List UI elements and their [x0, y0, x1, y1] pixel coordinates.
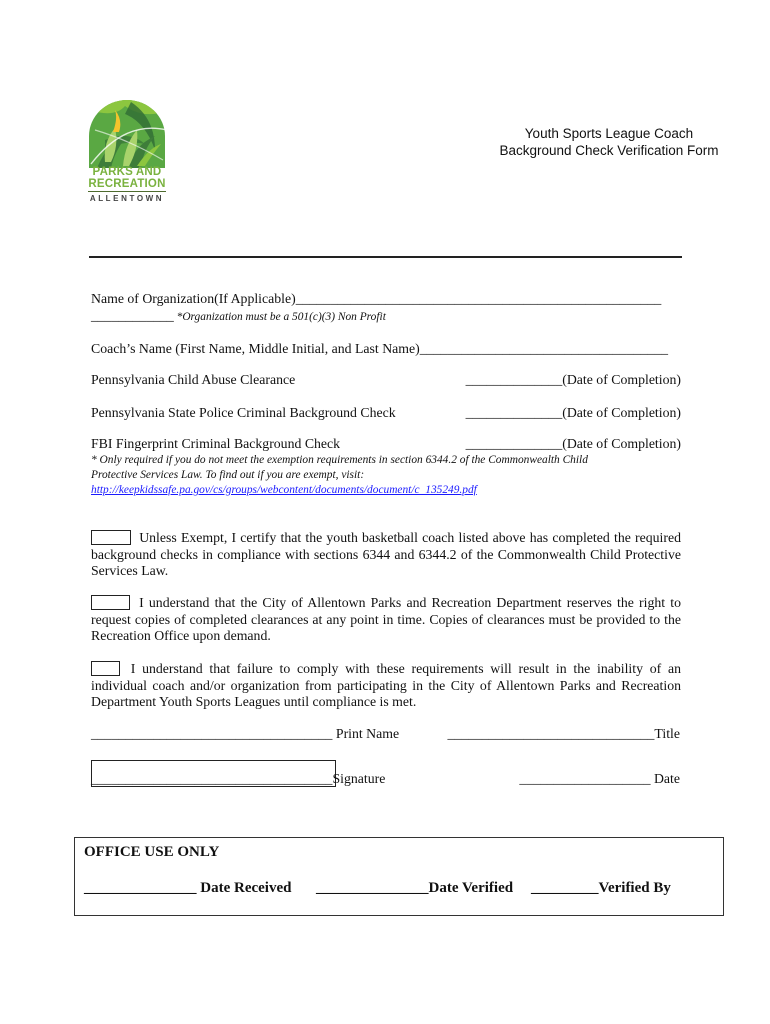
certification-checkbox[interactable] [91, 661, 120, 676]
date-received-field[interactable]: _______________ Date Received [84, 880, 292, 896]
print-name-field[interactable]: ___________________________________ Print Name [91, 726, 400, 741]
certification-paragraph [91, 530, 681, 580]
clearance-label: Pennsylvania Child Abuse Clearance [91, 372, 296, 387]
form-title-line-1: Youth Sports League Coach [524, 126, 694, 141]
fbi-note-line-2: Protective Services Law. To find out if you are exempt, visit: [91, 469, 365, 481]
organization-note [91, 308, 681, 325]
organization-blank[interactable]: ____________ [91, 308, 174, 323]
logo-text-recreation: RECREATION [88, 178, 166, 190]
exemption-link[interactable]: http://keepkidssafe.pa.gov/cs/groups/webcontent/documents/document/c_135249.pdf [91, 484, 477, 496]
date-verified-field[interactable]: _______________Date Verified [316, 880, 514, 896]
fbi-note-line-1: * Only required if you do not meet the exemption requirements in section 6344.2 of the Commonwealth Child [91, 454, 588, 466]
certification-text: Unless Exempt, I certify that the youth basketball coach listed above has completed the required background checks in compliance with sections 6344 and 6344.2 of the Commonwealth Child Protective Services Law. [91, 530, 681, 578]
clearance-date-field[interactable]: ______________(Date of Completion) [465, 405, 681, 420]
title-field[interactable]: ______________________________Title [447, 726, 680, 741]
logo-divider [88, 191, 166, 192]
clearance-date-field[interactable]: ______________(Date of Completion) [465, 372, 681, 387]
header-divider [89, 256, 682, 258]
clearance-row [91, 372, 681, 388]
verified-by-field[interactable]: _________Verified By [531, 880, 671, 896]
certification-paragraph [91, 661, 681, 711]
clearance-label: FBI Fingerprint Criminal Background Check [91, 436, 341, 451]
form-title [489, 125, 729, 159]
certification-checkbox[interactable] [91, 530, 131, 545]
organization-requirement-note: *Organization must be a 501(c)(3) Non Profit [173, 311, 386, 323]
certification-text: I understand that failure to comply with these requirements will result in the inability of an individual coach and/or organization from participating in the City of Allentown Parks and Recreation Department Youth Sports Leagues until compliance is met. [91, 661, 681, 709]
certification-paragraph [91, 595, 681, 645]
coach-name-field[interactable]: Coach’s Name (First Name, Middle Initial, and Last Name)____________________________________ [91, 341, 669, 356]
logo-text-allentown: ALLENTOWN [89, 194, 165, 203]
certification-checkbox[interactable] [91, 595, 130, 610]
clearance-row [91, 436, 681, 452]
clearance-row [91, 405, 681, 421]
clearance-label: Pennsylvania State Police Criminal Background Check [91, 405, 396, 420]
parks-recreation-logo [82, 100, 172, 208]
clearance-date-field[interactable]: ______________(Date of Completion) [465, 436, 681, 451]
certification-text: I understand that the City of Allentown Parks and Recreation Department reserves the right to request copies of completed clearances at any point in time. Copies of clearances must be provided to the Recreation Office upon demand. [91, 595, 681, 643]
parks-logo-icon [85, 100, 169, 168]
office-use-title: OFFICE USE ONLY [84, 844, 220, 860]
signature-field[interactable]: ___________________________________Signature [91, 771, 386, 786]
organization-name-field[interactable]: Name of Organization(If Applicable)_____________________________________________________ [91, 291, 662, 306]
date-field[interactable]: ___________________ Date [519, 771, 680, 786]
form-title-line-2: Background Check Verification Form [499, 143, 719, 158]
logo-text-parks: PARKS AND [92, 166, 162, 178]
